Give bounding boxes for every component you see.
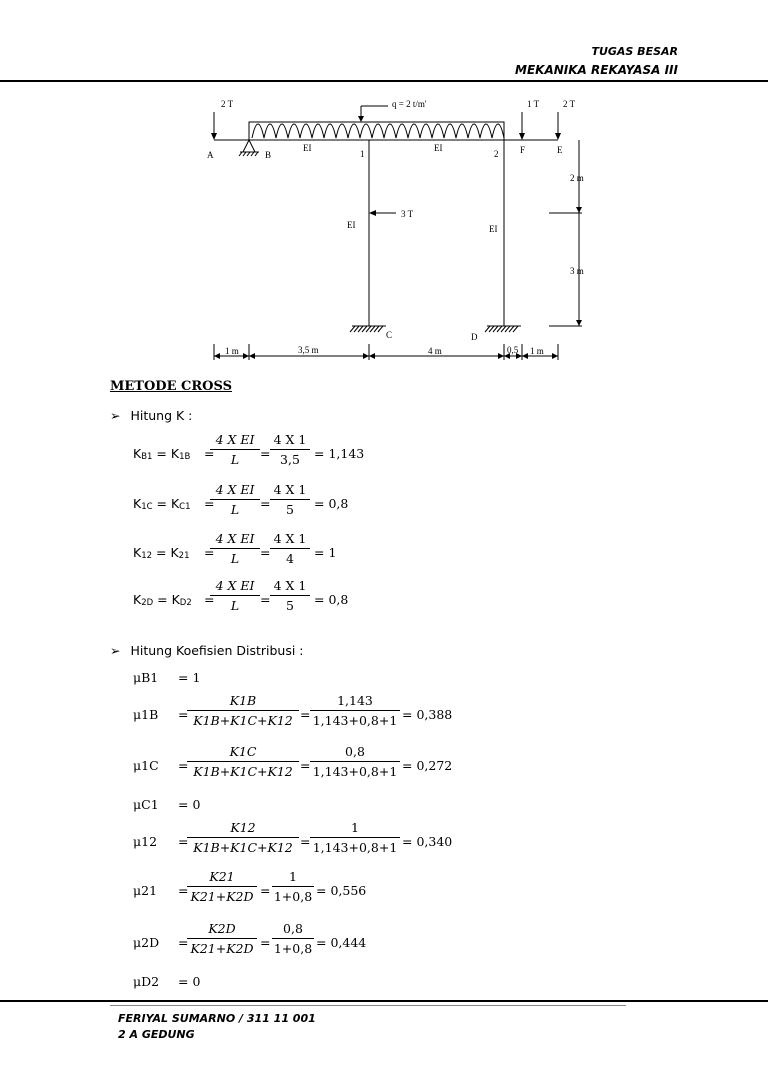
footer-author: FERIYAL SUMARNO / 311 11 001 <box>118 1012 316 1025</box>
fraction: $\frac{\text{4 X EI}}{L}$ <box>210 531 260 566</box>
mu-label: μC1 <box>133 797 159 812</box>
dim-0-5: 0,5 <box>507 345 519 355</box>
mu-result: = 0,444 <box>316 935 367 950</box>
footer-class: 2 A GEDUNG <box>118 1028 195 1041</box>
k-label: K1C = KC1 <box>133 496 191 512</box>
node-e: E <box>557 145 563 155</box>
mu-label: μ12 <box>133 834 158 849</box>
dim-3-5m: 3,5 m <box>298 345 319 355</box>
bullet-2-text: Hitung Koefisien Distribusi : <box>130 643 304 658</box>
label-load-f: 1 T <box>527 99 540 109</box>
section-title: METODE CROSS <box>110 379 232 394</box>
mu-label: μ2D <box>133 935 160 950</box>
dim-2m: 2 m <box>570 173 584 183</box>
fraction: $\frac{K1C}{K1B+K1C+K12}$ <box>187 744 299 779</box>
node-c: C <box>386 330 393 340</box>
bullet-1 <box>110 408 192 423</box>
dim-4m: 4 m <box>428 346 442 356</box>
label-load-e: 2 T <box>563 99 576 109</box>
mu-label: μ1C <box>133 758 159 773</box>
result: = 1 <box>314 545 337 560</box>
fraction: $\frac{\text{4 X EI}}{L}$ <box>210 578 260 613</box>
header-rule <box>0 80 768 82</box>
equals: = <box>204 545 215 560</box>
fraction: $\frac{1,143}{1,143+0,8+1}$ <box>310 693 400 728</box>
k-label: KB1 = K1B <box>133 446 191 462</box>
fraction: $\frac{K21}{K21+K2D}$ <box>187 869 257 904</box>
ei-col-left: EI <box>347 220 356 230</box>
equals: = <box>204 496 215 511</box>
result: = 1,143 <box>314 446 365 461</box>
node-b: B <box>265 150 272 160</box>
bullet-arrow-icon: ➢ <box>110 408 121 423</box>
header-subtitle: MEKANIKA REKAYASA III <box>515 63 678 77</box>
bullet-arrow-icon: ➢ <box>110 643 121 658</box>
distributed-load-wave <box>252 124 504 138</box>
label-load-q: q = 2 t/m' <box>392 99 427 109</box>
node-a: A <box>207 150 214 160</box>
mu-value: = 0 <box>178 974 201 989</box>
frame-diagram <box>0 85 768 365</box>
result: = 0,8 <box>314 592 349 607</box>
fraction: $\frac{1}{1,143+0,8+1}$ <box>310 820 400 855</box>
node-1: 1 <box>360 149 365 159</box>
mu-value: = 1 <box>178 670 201 685</box>
k-label: K12 = K21 <box>133 545 190 561</box>
mu-label: μD2 <box>133 974 160 989</box>
k-label: K2D = KD2 <box>133 592 192 608</box>
bullet-1-text: Hitung K : <box>130 408 193 423</box>
fraction: $\frac{\text{4 X EI}}{L}$ <box>210 482 260 517</box>
fraction: $\frac{\text{4 X EI}}{L}$ <box>210 432 260 467</box>
mu-result: = 0,556 <box>316 883 367 898</box>
fraction: $\frac{4 X 1}{4}$ <box>270 531 310 566</box>
fraction: $\frac{0,8}{1,143+0,8+1}$ <box>310 744 400 779</box>
label-lateral: 3 T <box>401 209 414 219</box>
mu-label: μ21 <box>133 883 158 898</box>
fraction: $\frac{K1B}{K1B+K1C+K12}$ <box>187 693 299 728</box>
mu-value: = 0 <box>178 797 201 812</box>
result: = 0,8 <box>314 496 349 511</box>
dim-3m: 3 m <box>570 266 584 276</box>
node-f: F <box>520 145 526 155</box>
equals: = <box>204 446 215 461</box>
footer-rule <box>0 1000 768 1002</box>
mu-label: μ1B <box>133 707 159 722</box>
mu-result: = 0,272 <box>402 758 453 773</box>
pin-support-b <box>243 140 255 152</box>
footer-rule-thin <box>110 1005 626 1006</box>
mu-result: = 0,388 <box>402 707 453 722</box>
dim-1m-right: 1 m <box>530 346 544 356</box>
fraction: $\frac{4 X 1}{5}$ <box>270 578 310 613</box>
equals: = <box>204 592 215 607</box>
fraction: $\frac{K2D}{K21+K2D}$ <box>187 921 257 956</box>
fraction: $\frac{4 X 1}{3,5}$ <box>270 432 310 467</box>
fraction: $\frac{0,8}{1+0,8}$ <box>273 921 313 956</box>
ei-beam-right: EI <box>434 143 443 153</box>
dim-1m-left: 1 m <box>225 346 239 356</box>
node-d: D <box>471 332 478 342</box>
header-title: TUGAS BESAR <box>591 45 678 58</box>
node-2: 2 <box>494 149 499 159</box>
fraction: $\frac{1}{1+0,8}$ <box>273 869 313 904</box>
bullet-2 <box>110 643 304 658</box>
ei-beam-left: EI <box>303 143 312 153</box>
fraction: $\frac{K12}{K1B+K1C+K12}$ <box>187 820 299 855</box>
mu-label: μB1 <box>133 670 159 685</box>
mu-result: = 0,340 <box>402 834 453 849</box>
ei-col-right: EI <box>489 224 498 234</box>
label-load-left: 2 T <box>221 99 234 109</box>
fraction: $\frac{4 X 1}{5}$ <box>270 482 310 517</box>
